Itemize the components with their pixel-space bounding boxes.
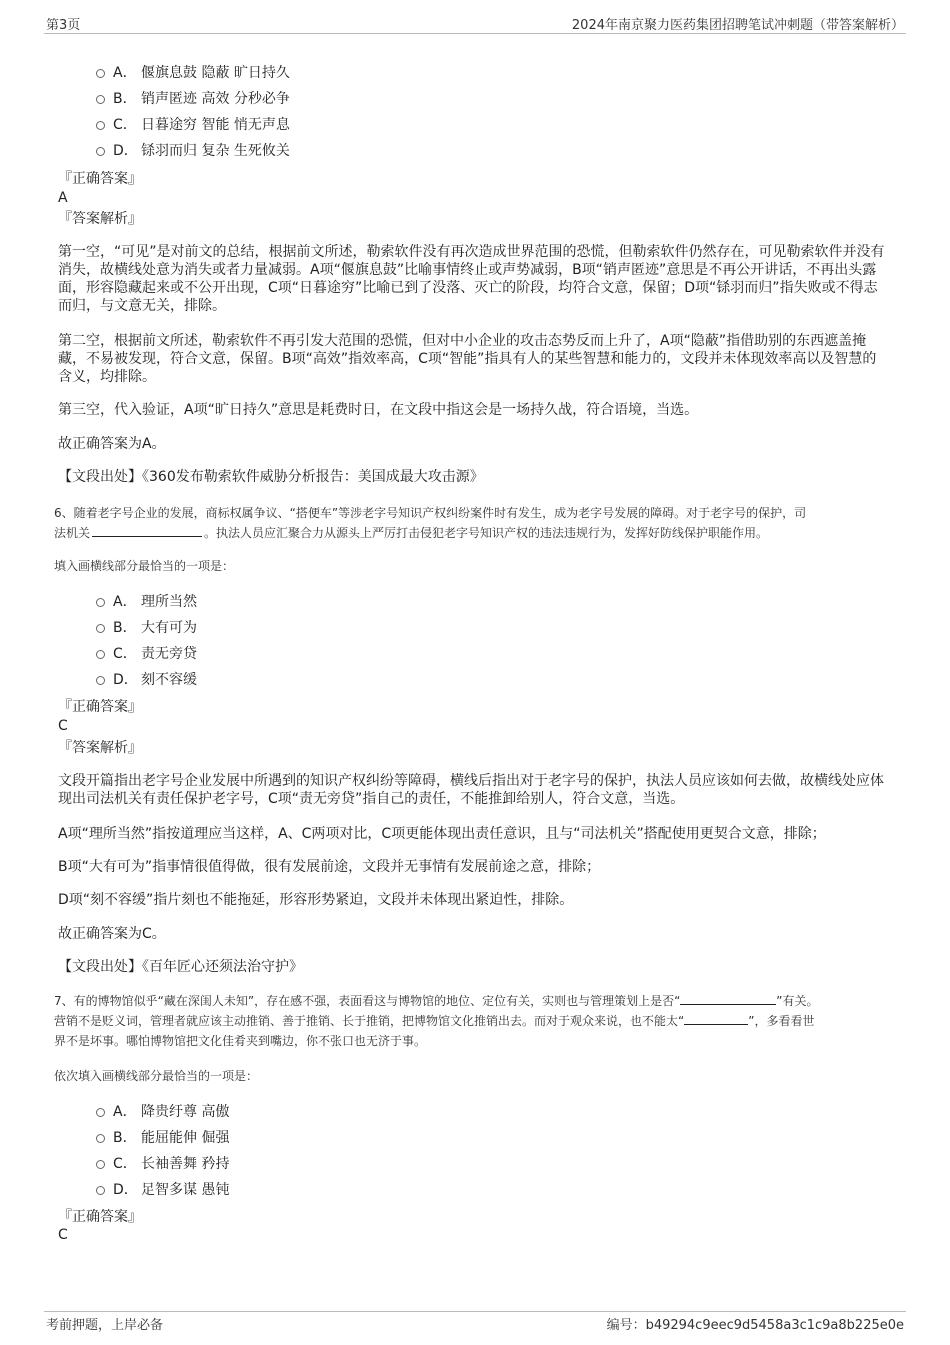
q5-option-d[interactable]: D． 铩羽而归 复杂 生死攸关: [96, 141, 290, 161]
q6-analysis-p2: A项“理所当然”指按道理应当这样，A、C两项对比，C项更能体现出责任意识，且与“司法机关”搭配使用更契合文意，排除；: [58, 826, 826, 842]
q5-source: 【文段出处】《360发布勒索软件威胁分析报告：美国成最大攻击源》: [58, 469, 484, 485]
radio-icon[interactable]: [96, 650, 105, 659]
q6-prompt: 填入画横线部分最恰当的一项是：: [54, 559, 235, 573]
q5-answer-label: 『正确答案』: [58, 171, 142, 187]
page-number: 第3页: [46, 18, 81, 33]
q7-blank-1: [680, 992, 776, 1005]
q5-analysis-label: 『答案解析』: [58, 211, 142, 227]
radio-icon[interactable]: [96, 1160, 105, 1169]
radio-icon[interactable]: [96, 95, 105, 104]
radio-icon[interactable]: [96, 69, 105, 78]
q5-analysis-p1: 第一空，“可见”是对前文的总结，根据前文所述，勒索软件没有再次造成世界范围的恐慌，但勒索软件仍然存在，可见勒索软件并没有消失，故横线处意为消失或者力量减弱。A项“偃旗息鼓”比喻事情终止或声势减弱，B项“销声匿迹”意思是不再公开讲话，不再出头露面，形容隐藏起来或不公开出现，C项“日暮途穷”比喻已到了没落、灭亡的阶段，均符合文意，保留；D项“铩羽而归”指失败或不得志而归，与文意无关，排除。: [58, 244, 885, 314]
q5-answer: A: [58, 190, 68, 206]
q6-stem: 6、随着老字号企业的发展，商标权属争议、“搭便车”等涉老字号知识产权纠纷案件时有发生，成为老字号发展的障碍。对于老字号的保护，司 法机关 。执法人员应汇聚合力从源头上严厉打击侵犯老字号知识产权的违法违规行为，发挥好防线保护职能作用。: [54, 506, 807, 540]
q6-analysis-p5: 故正确答案为C。: [58, 926, 166, 942]
q5-analysis-p2: 第二空，根据前文所述，勒索软件不再引发大范围的恐慌，但对中小企业的攻击态势反而上升了，A项“隐蔽”指借助别的东西遮盖掩藏，不易被发现，符合文意，保留。B项“高效”指效率高，C项“智能”指具有人的某些智慧和能力的，文段并未体现效率高以及智慧的含义，均排除。: [58, 333, 877, 385]
radio-icon[interactable]: [96, 1108, 105, 1117]
q6-option-c[interactable]: C． 责无旁贷: [96, 644, 197, 664]
q5-option-a[interactable]: A． 偃旗息鼓 隐蔽 旷日持久: [96, 63, 290, 83]
q5-option-c[interactable]: C． 日暮途穷 智能 悄无声息: [96, 115, 290, 135]
radio-icon[interactable]: [96, 121, 105, 130]
q5-analysis-p4: 故正确答案为A。: [58, 436, 166, 452]
q6-analysis-p1: 文段开篇指出老字号企业发展中所遇到的知识产权纠纷等障碍，横线后指出对于老字号的保护，执法人员应该如何去做，故横线处应体现出司法机关有责任保护老字号，C项“责无旁贷”指自己的责任，不能推卸给别人，符合文意，当选。: [58, 773, 884, 807]
q6-analysis-label: 『答案解析』: [58, 740, 142, 756]
q7-stem: 7、有的博物馆似乎“藏在深闺人未知”，存在感不强，表面看这与博物馆的地位、定位有关，实则也与管理策划上是否“ ”有关。 营销不是贬义词，管理者就应该主动推销、善于推销、长于推销，把博物馆文化推销出去。而对于观众来说，也不能太“ ”，多看看世 界不是坏事。哪怕博物馆把文化佳肴夹到嘴边，你不张口也无济于事。: [54, 994, 819, 1048]
footer-rule: [44, 1311, 906, 1312]
radio-icon[interactable]: [96, 676, 105, 685]
q5-option-b[interactable]: B． 销声匿迹 高效 分秒必争: [96, 89, 290, 109]
q6-source: 【文段出处】《百年匠心还须法治守护》: [58, 959, 303, 975]
document-title: 2024年南京聚力医药集团招聘笔试冲刺题（带答案解析）: [571, 18, 904, 33]
header-rule: [44, 33, 906, 34]
q7-blank-2: [684, 1012, 748, 1025]
q7-option-d[interactable]: D． 足智多谋 愚钝: [96, 1180, 229, 1200]
q7-option-a[interactable]: A． 降贵纡尊 高傲: [96, 1102, 229, 1122]
q6-blank: [92, 524, 202, 537]
radio-icon[interactable]: [96, 624, 105, 633]
radio-icon[interactable]: [96, 147, 105, 156]
q6-option-b[interactable]: B． 大有可为: [96, 618, 197, 638]
q6-option-d[interactable]: D． 刻不容缓: [96, 670, 197, 690]
q6-option-a[interactable]: A． 理所当然: [96, 592, 197, 612]
q6-analysis-p3: B项“大有可为”指事情很值得做，很有发展前途，文段并无事情有发展前途之意，排除；: [58, 859, 601, 875]
q7-answer-label: 『正确答案』: [58, 1209, 142, 1225]
q6-answer: C: [58, 718, 68, 734]
footer-document-id: 编号：b49294c9eec9d5458a3c1c9a8b225e0e: [606, 1318, 904, 1333]
q5-analysis-p3: 第三空，代入验证，A项“旷日持久”意思是耗费时日，在文段中指这会是一场持久战，符合语境，当选。: [58, 402, 699, 418]
radio-icon[interactable]: [96, 598, 105, 607]
q7-answer: C: [58, 1227, 68, 1243]
q6-answer-label: 『正确答案』: [58, 699, 142, 715]
q7-option-c[interactable]: C． 长袖善舞 矜持: [96, 1154, 229, 1174]
q7-option-b[interactable]: B． 能屈能伸 倔强: [96, 1128, 229, 1148]
q6-analysis-p4: D项“刻不容缓”指片刻也不能拖延，形容形势紧迫，文段并未体现出紧迫性，排除。: [58, 892, 574, 908]
radio-icon[interactable]: [96, 1186, 105, 1195]
footer-slogan: 考前押题，上岸必备: [46, 1318, 164, 1333]
q7-prompt: 依次填入画横线部分最恰当的一项是：: [54, 1069, 259, 1083]
radio-icon[interactable]: [96, 1134, 105, 1143]
